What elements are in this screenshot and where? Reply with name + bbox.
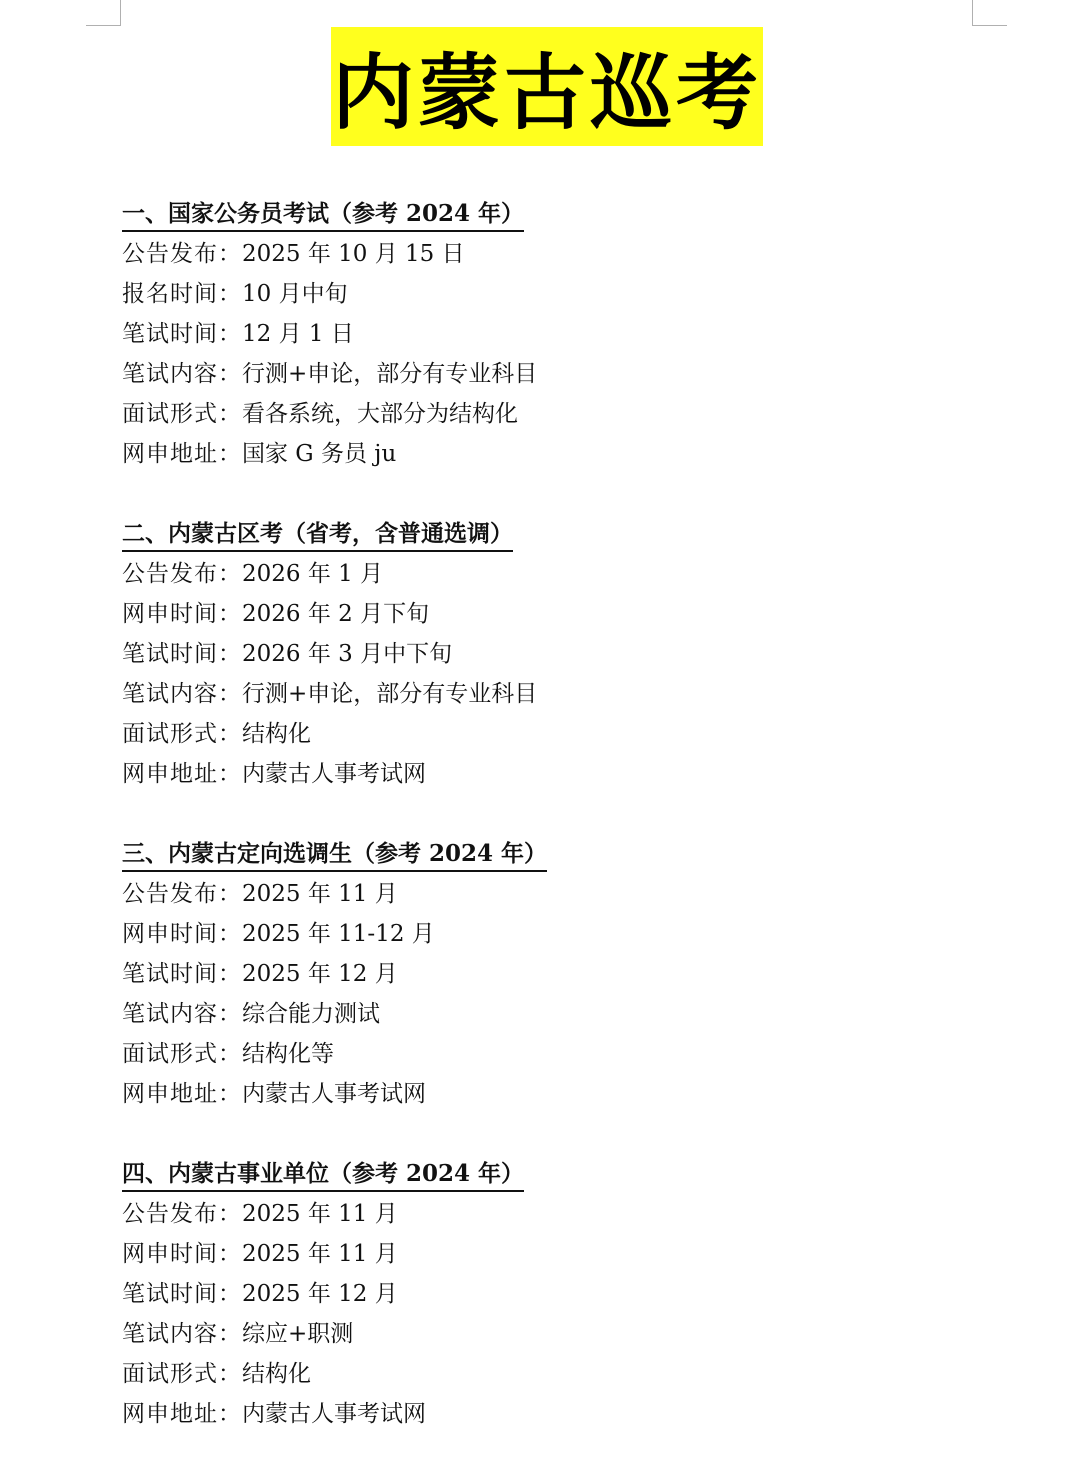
info-row-application-site: 网申地址：内蒙古人事考试网 bbox=[122, 761, 426, 787]
crop-mark-top-right bbox=[972, 0, 1007, 26]
section-targeted-selection bbox=[122, 834, 942, 1114]
crop-mark-top-left bbox=[86, 0, 121, 26]
section-heading: 一、国家公务员考试（参考 2024 年） bbox=[122, 194, 942, 234]
info-row-written-exam-time: 笔试时间：2025 年 12 月 bbox=[122, 961, 398, 987]
info-row-announcement: 公告发布：2026 年 1 月 bbox=[122, 561, 384, 587]
title-highlight bbox=[331, 27, 763, 146]
info-row-interview-format: 面试形式：结构化 bbox=[122, 1361, 311, 1387]
info-row-application-site: 网申地址：内蒙古人事考试网 bbox=[122, 1081, 426, 1107]
section-heading: 二、内蒙古区考（省考，含普通选调） bbox=[122, 514, 942, 554]
info-row-registration: 报名时间：10 月中旬 bbox=[122, 281, 348, 307]
info-row-interview-format: 面试形式：看各系统，大部分为结构化 bbox=[122, 401, 518, 427]
info-row-announcement: 公告发布：2025 年 11 月 bbox=[122, 1201, 398, 1227]
info-row-written-exam-time: 笔试时间：12 月 1 日 bbox=[122, 321, 354, 347]
info-row-interview-format: 面试形式：结构化等 bbox=[122, 1041, 334, 1067]
info-row-written-exam-time: 笔试时间：2025 年 12 月 bbox=[122, 1281, 398, 1307]
info-row-application-time: 网申时间：2025 年 11 月 bbox=[122, 1241, 398, 1267]
info-row-announcement: 公告发布：2025 年 11 月 bbox=[122, 881, 398, 907]
info-row-written-exam-time: 笔试时间：2026 年 3 月中下旬 bbox=[122, 641, 453, 667]
info-row-written-exam-content: 笔试内容：行测+申论，部分有专业科目 bbox=[122, 361, 538, 387]
info-row-written-exam-content: 笔试内容：综应+职测 bbox=[122, 1321, 354, 1347]
info-row-written-exam-content: 笔试内容：行测+申论，部分有专业科目 bbox=[122, 681, 538, 707]
page-title: 内蒙古巡考 bbox=[331, 46, 762, 141]
document-body bbox=[122, 194, 942, 1474]
info-row-application-site: 网申地址：内蒙古人事考试网 bbox=[122, 1401, 426, 1427]
section-national-civil-service bbox=[122, 194, 942, 474]
section-public-institutions bbox=[122, 1154, 942, 1434]
info-row-interview-format: 面试形式：结构化 bbox=[122, 721, 311, 747]
info-row-announcement: 公告发布：2025 年 10 月 15 日 bbox=[122, 241, 465, 267]
section-heading: 三、内蒙古定向选调生（参考 2024 年） bbox=[122, 834, 942, 874]
info-row-written-exam-content: 笔试内容：综合能力测试 bbox=[122, 1001, 380, 1027]
info-row-application-site: 网申地址：国家 G 务员 ju bbox=[122, 441, 397, 467]
info-row-application-time: 网申时间：2026 年 2 月下旬 bbox=[122, 601, 430, 627]
section-heading: 四、内蒙古事业单位（参考 2024 年） bbox=[122, 1154, 942, 1194]
info-row-application-time: 网申时间：2025 年 11-12 月 bbox=[122, 921, 435, 947]
section-inner-mongolia-provincial bbox=[122, 514, 942, 794]
